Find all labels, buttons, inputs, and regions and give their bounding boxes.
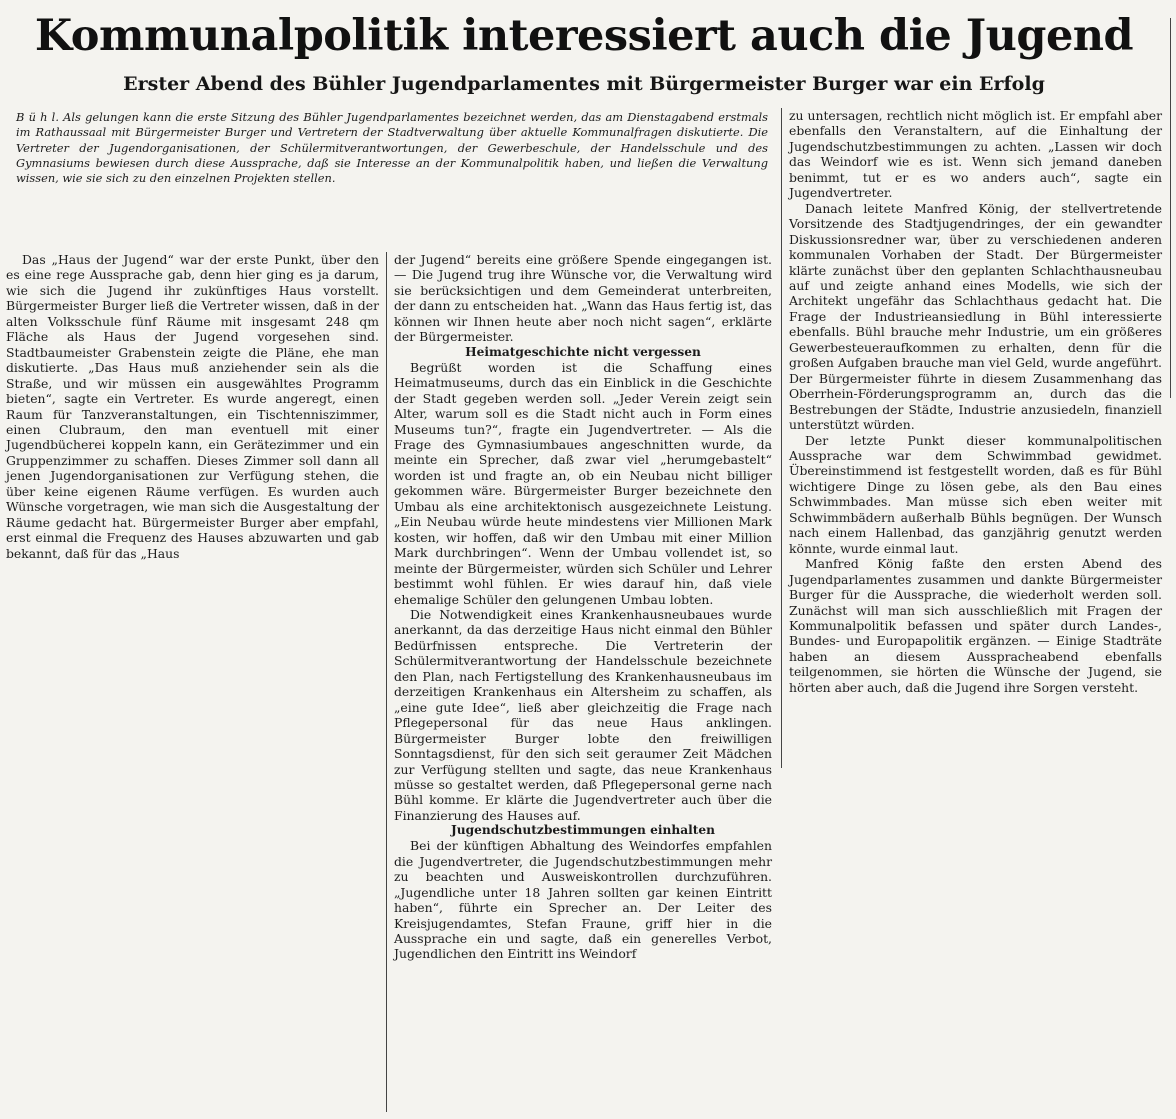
paragraph: Der letzte Punkt dieser kommunalpolitischen Aussprache war dem Schwimmbad gewidmet. Übereinstimmend ist festgestellt worden, daß es für Bühl wichtigere Dinge zu lösen gebe, als den Bau eines Schwimmbades. Man müsse sich eben weiter mit Schwimmbädern außerhalb Bühls begnügen. Der Wunsch nach einem Hallenbad, das ganzjährig genutzt werden könnte, wurde einmal laut.: [789, 432, 1162, 556]
article-lead: B ü h l. Als gelungen kann die erste Sitzung des Bühler Jugendparlamentes bezeichnet werden, das am Dienstagabend erstmals im Rathaussaal mit Bürgermeister Burger und Vertretern der Stadtverwaltung über aktuelle Kommunalfragen diskutierte. Die Vertreter der Jugendorganisationen, der Schülermitverantwortungen, der Gewerbeschule, der Handelsschule und des Gymnasiums bewiesen durch diese Aussprache, daß sie Interesse an der Kommunalpolitik haben, und ließen die Verwaltung wissen, wie sie sich zu den einzelnen Projekten stellen.: [16, 110, 768, 186]
column-2: [394, 252, 772, 962]
paragraph: Bei der künftigen Abhaltung des Weindorfes empfahlen die Jugendvertreter, die Jugendschutzbestimmungen mehr zu beachten und Ausweiskontrollen durchzuführen. „Jugendliche unter 18 Jahren sollten gar keinen Eintritt haben“, führte ein Sprecher an. Der Leiter des Kreisjugendamtes, Stefan Fraune, griff hier in die Aussprache ein und sagte, daß ein generelles Verbot, Jugendlichen den Eintritt ins Weindorf: [394, 838, 772, 962]
paragraph: Begrüßt worden ist die Schaffung eines Heimatmuseums, durch das ein Einblick in die Geschichte der Stadt gegeben werden soll. „Jeder Verein zeigt sein Alter, warum soll es die Stadt nicht auch in Form eines Museums tun?“, fragte ein Jugendvertreter. — Als die Frage des Gymnasiumbaues angeschnitten wurde, da meinte ein Sprecher, daß zwar viel „herumgebastelt“ worden ist und fragte an, ob ein Neubau nicht billiger gekommen wäre. Bürgermeister Burger bezeichnete den Umbau als eine architektonisch ausgezeichnete Leistung. „Ein Neubau würde heute mindestens vier Millionen Mark kosten, wir hoffen, daß wir den Umbau mit einer Million Mark durchbringen“. Wenn der Umbau vollendet ist, so meinte der Bürgermeister, würden sich Schüler und Lehrer bestimmt wohl fühlen. Er wies darauf hin, daß viele ehemalige Schüler den gelungenen Umbau lobten.: [394, 359, 772, 607]
paragraph: Das „Haus der Jugend“ war der erste Punkt, über den es eine rege Aussprache gab, denn hier ging es ja darum, wie sich die Jugend ihr zukünftiges Haus vorstellt. Bürgermeister Burger ließ die Vertreter wissen, daß in der alten Volksschule fünf Räume mit insgesamt 248 qm Fläche als Haus der Jugend vorgesehen sind. Stadtbaumeister Grabenstein zeigte die Pläne, ehe man diskutierte. „Das Haus muß anziehender sein als die Straße, und wir müssen ein ausgewähltes Programm bieten“, sagte ein Vertreter. Es wurde angeregt, einen Raum für Tanzveranstaltungen, ein Tischtenniszimmer, einen Clubraum, den man eventuell mit einer Jugendbücherei koppeln kann, ein Gerätezimmer und ein Gruppenzimmer zu schaffen. Dieses Zimmer soll dann all jenen Jugendorganisationen zur Verfügung stehen, die über keine eigenen Räume verfügen. Es wurden auch Wünsche vorgetragen, wie man sich die Ausgestaltung der Räume gedacht hat. Bürgermeister Burger aber empfahl, erst einmal die Frequenz des Hauses abzuwarten und gab bekannt, daß für das „Haus: [6, 252, 379, 561]
page-edge-rule: [1170, 18, 1171, 398]
section-heading-heimatgeschichte: Heimatgeschichte nicht vergessen: [465, 344, 701, 359]
column-3: [789, 108, 1162, 695]
paragraph: Die Notwendigkeit eines Krankenhausneubaues wurde anerkannt, da das derzeitige Haus nicht einmal den Bühler Bedürfnissen entspreche. Die Vertreterin der Schülermitverantwortung der Handelsschule bezeichnete den Plan, nach Fertigstellung des Krankenhausneubaus im derzeitigen Krankenhaus ein Altersheim zu schaffen, als „eine gute Idee“, ließ aber gleichzeitig die Frage nach Pflegepersonal für das neue Haus anklingen. Bürgermeister Burger lobte den freiwilligen Sonntagsdienst, für den sich seit geraumer Zeit Mädchen zur Verfügung stellten und sagte, das neue Krankenhaus müsse so gestaltet werden, daß Pflegepersonal gerne nach Bühl komme. Er klärte die Jugendvertreter auch über die Finanzierung des Hauses auf.: [394, 606, 772, 823]
section-heading-jugendschutz: Jugendschutzbestimmungen einhalten: [450, 823, 715, 838]
article-headline: Kommunalpolitik interessiert auch die Jugend: [34, 11, 1134, 61]
paragraph: Manfred König faßte den ersten Abend des Jugendparlamentes zusammen und dankte Bürgermeister Burger für die Aussprache, die wiederholt werden soll. Zunächst will man sich ausschließlich mit Fragen der Kommunalpolitik befassen und später durch Landes-, Bundes- und Europapolitik ergänzen. — Einige Stadträte haben an diesem Ausspracheabend ebenfalls teilgenommen, sie hörten die Wünsche der Jugend, sie hörten aber auch, daß die Jugend ihre Sorgen versteht.: [789, 556, 1162, 695]
paragraph: Danach leitete Manfred König, der stellvertretende Vorsitzende des Stadtjugendringes, der ein gewandter Diskussionsredner war, über zu verschiedenen anderen kommunalen Vorhaben der Stadt. Der Bürgermeister klärte zunächst über den geplanten Schlachthausneubau auf und zeigte anhand eines Modells, wie sich der Architekt ungefähr das Schlachthaus gedacht hat. Die Frage der Industrieansiedlung in Bühl interessierte ebenfalls. Bühl brauche mehr Industrie, um ein größeres Gewerbesteueraufkommen zu erhalten, denn für die großen Aufgaben brauche man viel Geld, wurde angeführt. Der Bürgermeister führte in diesem Zusammenhang das Oberrhein-Förderungsprogramm an, durch das die Bestrebungen der Städte, Industrie anzusiedeln, finanziell unterstützt würden.: [789, 200, 1162, 433]
paragraph: der Jugend“ bereits eine größere Spende eingegangen ist. — Die Jugend trug ihre Wünsche vor, die Verwaltung wird sie berücksichtigen und dem Gemeinderat unterbreiten, der dann zu entscheiden hat. „Wann das Haus fertig ist, das können wir Ihnen heute aber noch nicht sagen“, erklärte der Bürgermeister.: [394, 252, 772, 345]
article-subheadline: Erster Abend des Bühler Jugendparlamentes mit Bürgermeister Burger war ein Erfolg: [123, 73, 1045, 95]
column-rule-left: [386, 252, 387, 1112]
column-rule-right: [781, 108, 782, 768]
column-1: [6, 252, 379, 561]
paragraph: zu untersagen, rechtlich nicht möglich ist. Er empfahl aber ebenfalls den Veranstaltern, auf die Einhaltung der Jugendschutzbestimmungen zu achten. „Lassen wir doch das Weindorf wie es ist. Wenn sich jemand daneben benimmt, tut er es wo anders auch“, sagte ein Jugendvertreter.: [789, 108, 1162, 201]
